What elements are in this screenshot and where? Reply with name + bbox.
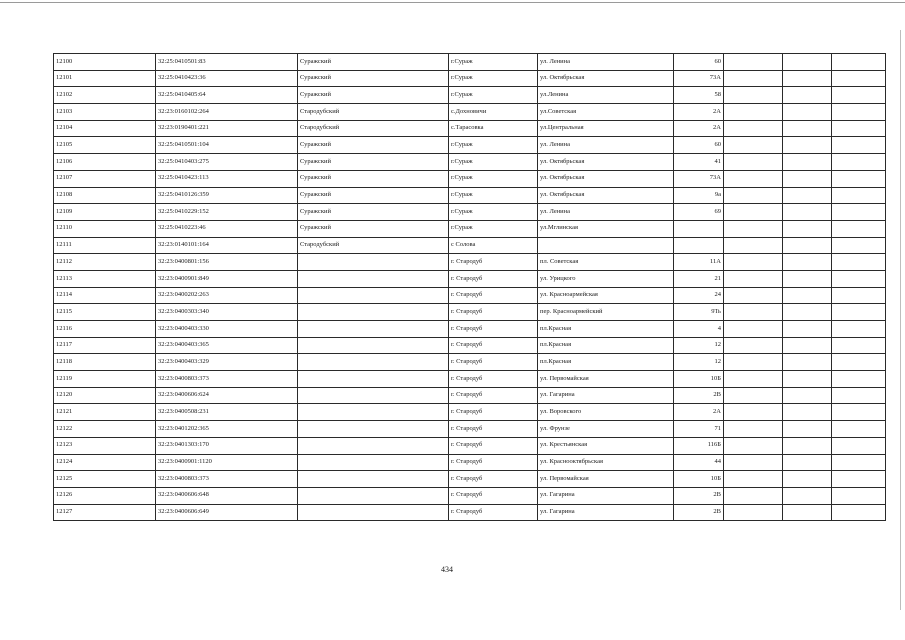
cell-district	[298, 337, 449, 354]
cell-empty	[724, 487, 783, 504]
cell-district: Суражский	[298, 70, 449, 87]
cell-empty	[832, 354, 886, 371]
cell-district: Стародубский	[298, 104, 449, 121]
page-number: 434	[441, 565, 453, 574]
cell-cadastral-number: 32:23:0400606:624	[156, 387, 298, 404]
cell-locality: с.Тарасовка	[449, 120, 538, 137]
cell-street: ул. Гагарина	[538, 487, 674, 504]
cell-empty	[832, 304, 886, 321]
cell-empty	[832, 437, 886, 454]
cell-empty	[832, 371, 886, 388]
cell-district	[298, 371, 449, 388]
cell-number: 12117	[54, 337, 156, 354]
cell-locality: г. Стародуб	[449, 471, 538, 488]
cell-house-number: 12	[674, 337, 724, 354]
cell-number: 12114	[54, 287, 156, 304]
cell-street: ул.Советская	[538, 104, 674, 121]
cell-house-number: 4	[674, 321, 724, 338]
cell-house-number: 60	[674, 137, 724, 154]
cell-number: 12101	[54, 70, 156, 87]
cell-empty	[783, 237, 832, 254]
cell-empty	[724, 504, 783, 521]
table-row	[54, 371, 886, 388]
cell-district: Суражский	[298, 137, 449, 154]
cell-street: ул. Первомайская	[538, 471, 674, 488]
cell-empty	[783, 120, 832, 137]
cell-district: Суражский	[298, 204, 449, 221]
cell-district	[298, 254, 449, 271]
cell-district	[298, 454, 449, 471]
cell-house-number: 73А	[674, 70, 724, 87]
cell-street: ул. Фрунзе	[538, 421, 674, 438]
cell-empty	[724, 237, 783, 254]
cell-empty	[783, 404, 832, 421]
cell-cadastral-number: 32:23:0160102:264	[156, 104, 298, 121]
cell-cadastral-number: 32:23:0400403:330	[156, 321, 298, 338]
cell-house-number: 11А	[674, 254, 724, 271]
cell-empty	[724, 204, 783, 221]
cell-number: 12112	[54, 254, 156, 271]
cell-locality: г. Стародуб	[449, 487, 538, 504]
cell-cadastral-number: 32:23:0400803:373	[156, 471, 298, 488]
cell-locality: г. Стародуб	[449, 321, 538, 338]
cell-house-number: 73А	[674, 170, 724, 187]
cell-number: 12111	[54, 237, 156, 254]
cell-district: Стародубский	[298, 237, 449, 254]
cell-cadastral-number: 32:25:0410405:64	[156, 87, 298, 104]
cell-locality: г. Стародуб	[449, 270, 538, 287]
cell-locality: г. Стародуб	[449, 387, 538, 404]
cell-empty	[832, 120, 886, 137]
cell-district	[298, 304, 449, 321]
cell-street: ул. Первомайская	[538, 371, 674, 388]
cell-house-number: 10Б	[674, 471, 724, 488]
cell-number: 12123	[54, 437, 156, 454]
cell-cadastral-number: 32:23:0400803:373	[156, 371, 298, 388]
cell-empty	[783, 254, 832, 271]
cell-locality: г. Стародуб	[449, 287, 538, 304]
cell-empty	[783, 287, 832, 304]
cell-empty	[832, 454, 886, 471]
table-row	[54, 504, 886, 521]
cell-house-number: 2В	[674, 504, 724, 521]
cell-empty	[783, 87, 832, 104]
cell-number: 12116	[54, 321, 156, 338]
cell-cadastral-number: 32:25:0410423:36	[156, 70, 298, 87]
table-row	[54, 404, 886, 421]
cell-locality: г.Сураж	[449, 87, 538, 104]
cell-empty	[783, 187, 832, 204]
cell-house-number: 116Б	[674, 437, 724, 454]
cell-empty	[724, 354, 783, 371]
cell-district	[298, 421, 449, 438]
cell-empty	[832, 237, 886, 254]
cell-empty	[783, 471, 832, 488]
cell-empty	[724, 321, 783, 338]
cell-empty	[724, 304, 783, 321]
cell-empty	[783, 54, 832, 71]
cell-empty	[724, 387, 783, 404]
table-row	[54, 70, 886, 87]
table-row	[54, 304, 886, 321]
cell-district	[298, 354, 449, 371]
cell-empty	[724, 471, 783, 488]
cell-district	[298, 270, 449, 287]
cell-street: ул. Крестьянская	[538, 437, 674, 454]
cell-locality: г.Сураж	[449, 170, 538, 187]
cell-locality: с Солова	[449, 237, 538, 254]
cell-empty	[783, 304, 832, 321]
cell-cadastral-number: 32:23:0400606:648	[156, 487, 298, 504]
cell-street: пл.Красная	[538, 337, 674, 354]
cell-district	[298, 404, 449, 421]
cell-empty	[724, 154, 783, 171]
cell-empty	[832, 87, 886, 104]
cell-street: ул. Ленина	[538, 54, 674, 71]
cell-locality: г.Сураж	[449, 204, 538, 221]
cell-empty	[783, 70, 832, 87]
cell-house-number: 44	[674, 454, 724, 471]
cell-cadastral-number: 32:25:0410501:83	[156, 54, 298, 71]
cell-empty	[783, 387, 832, 404]
cell-district	[298, 504, 449, 521]
cell-house-number: 71	[674, 421, 724, 438]
cell-street: пл.Красная	[538, 354, 674, 371]
cell-locality: г.Сураж	[449, 154, 538, 171]
table-row	[54, 270, 886, 287]
cell-empty	[724, 137, 783, 154]
table-row	[54, 321, 886, 338]
cell-empty	[832, 337, 886, 354]
cell-house-number: 2А	[674, 104, 724, 121]
cell-street: ул. Октябрьская	[538, 154, 674, 171]
cell-empty	[832, 404, 886, 421]
cell-locality: г.Сураж	[449, 187, 538, 204]
cell-district	[298, 487, 449, 504]
table-row	[54, 387, 886, 404]
scan-border-right	[900, 30, 901, 610]
cell-empty	[832, 321, 886, 338]
table-row	[54, 354, 886, 371]
cell-house-number: 69	[674, 204, 724, 221]
cell-house-number: 2В	[674, 487, 724, 504]
cell-street: ул. Октябрьская	[538, 70, 674, 87]
cell-empty	[724, 437, 783, 454]
cell-empty	[832, 504, 886, 521]
cell-house-number: 2А	[674, 120, 724, 137]
table-row	[54, 170, 886, 187]
cell-district	[298, 437, 449, 454]
cell-cadastral-number: 32:23:0400303:340	[156, 304, 298, 321]
cell-cadastral-number: 32:25:0410223:46	[156, 220, 298, 237]
cell-number: 12121	[54, 404, 156, 421]
cell-house-number: 60	[674, 54, 724, 71]
cell-street: ул.Мглинская	[538, 220, 674, 237]
cell-street: ул. Гагарина	[538, 504, 674, 521]
cell-street: ул. Гагарина	[538, 387, 674, 404]
cell-empty	[832, 421, 886, 438]
cell-house-number: 2В	[674, 387, 724, 404]
cell-empty	[832, 54, 886, 71]
cell-locality: г.Сураж	[449, 137, 538, 154]
cell-empty	[724, 187, 783, 204]
cell-empty	[783, 421, 832, 438]
cell-number: 12125	[54, 471, 156, 488]
cell-house-number	[674, 220, 724, 237]
cell-empty	[832, 471, 886, 488]
cell-number: 12105	[54, 137, 156, 154]
cell-cadastral-number: 32:23:0400508:231	[156, 404, 298, 421]
cell-locality: г. Стародуб	[449, 504, 538, 521]
cell-district	[298, 387, 449, 404]
cell-number: 12103	[54, 104, 156, 121]
cell-house-number: 9а	[674, 187, 724, 204]
cell-street: пл.Красная	[538, 321, 674, 338]
table-row	[54, 54, 886, 71]
cell-cadastral-number: 32:23:0400202:263	[156, 287, 298, 304]
cell-district: Суражский	[298, 187, 449, 204]
cell-street: пер. Красноармейский	[538, 304, 674, 321]
cell-house-number: 24	[674, 287, 724, 304]
cell-empty	[783, 487, 832, 504]
cell-street: пл. Советская	[538, 254, 674, 271]
cell-street	[538, 237, 674, 254]
cell-cadastral-number: 32:25:0410126:359	[156, 187, 298, 204]
cell-number: 12106	[54, 154, 156, 171]
cell-empty	[783, 154, 832, 171]
cell-cadastral-number: 32:23:0400901:1120	[156, 454, 298, 471]
cell-street: ул. Ленина	[538, 137, 674, 154]
cell-street: ул. Октябрьская	[538, 170, 674, 187]
cell-district	[298, 321, 449, 338]
register-table	[53, 53, 886, 521]
cell-district: Суражский	[298, 87, 449, 104]
table-row	[54, 454, 886, 471]
cell-locality: г.Сураж	[449, 220, 538, 237]
cell-locality: г. Стародуб	[449, 371, 538, 388]
cell-number: 12124	[54, 454, 156, 471]
cell-house-number: 10Б	[674, 371, 724, 388]
cell-empty	[724, 404, 783, 421]
cell-empty	[832, 220, 886, 237]
cell-street: ул. Воровского	[538, 404, 674, 421]
cell-number: 12113	[54, 270, 156, 287]
cell-empty	[783, 220, 832, 237]
cell-district: Суражский	[298, 54, 449, 71]
cell-cadastral-number: 32:23:0400403:329	[156, 354, 298, 371]
cell-empty	[783, 454, 832, 471]
register-table-body	[54, 54, 886, 521]
cell-locality: г.Сураж	[449, 54, 538, 71]
cell-locality: г. Стародуб	[449, 337, 538, 354]
cell-locality: г. Стародуб	[449, 404, 538, 421]
cell-district: Суражский	[298, 220, 449, 237]
cell-cadastral-number: 32:23:0190401:221	[156, 120, 298, 137]
scan-border-top	[0, 2, 905, 3]
cell-cadastral-number: 32:23:0140101:164	[156, 237, 298, 254]
cell-empty	[783, 337, 832, 354]
cell-empty	[724, 270, 783, 287]
cell-cadastral-number: 32:23:0401303:170	[156, 437, 298, 454]
cell-number: 12126	[54, 487, 156, 504]
table-row	[54, 187, 886, 204]
cell-locality: с.Дохновичи	[449, 104, 538, 121]
cell-empty	[783, 504, 832, 521]
cell-house-number: 12	[674, 354, 724, 371]
cell-empty	[832, 204, 886, 221]
cell-empty	[783, 437, 832, 454]
cell-cadastral-number: 32:25:0410229:152	[156, 204, 298, 221]
cell-empty	[724, 254, 783, 271]
cell-cadastral-number: 32:23:0400606:649	[156, 504, 298, 521]
cell-district: Суражский	[298, 170, 449, 187]
cell-empty	[783, 371, 832, 388]
table-row	[54, 487, 886, 504]
cell-empty	[724, 287, 783, 304]
cell-street: ул.Ленина	[538, 87, 674, 104]
cell-empty	[724, 170, 783, 187]
cell-district: Стародубский	[298, 120, 449, 137]
table-row	[54, 471, 886, 488]
cell-number: 12109	[54, 204, 156, 221]
cell-empty	[832, 287, 886, 304]
table-row	[54, 254, 886, 271]
cell-street: ул.Центральная	[538, 120, 674, 137]
table-row	[54, 204, 886, 221]
table-row	[54, 437, 886, 454]
cell-number: 12108	[54, 187, 156, 204]
cell-number: 12119	[54, 371, 156, 388]
table-row	[54, 154, 886, 171]
cell-empty	[724, 54, 783, 71]
cell-cadastral-number: 32:23:0401202:365	[156, 421, 298, 438]
cell-empty	[832, 487, 886, 504]
cell-number: 12110	[54, 220, 156, 237]
cell-house-number	[674, 237, 724, 254]
cell-house-number: 41	[674, 154, 724, 171]
cell-house-number: 2А	[674, 404, 724, 421]
cell-locality: г. Стародуб	[449, 254, 538, 271]
table-row	[54, 104, 886, 121]
cell-district: Суражский	[298, 154, 449, 171]
cell-cadastral-number: 32:23:0400901:849	[156, 270, 298, 287]
cell-street: ул. Краснооктябрьская	[538, 454, 674, 471]
cell-cadastral-number: 32:23:0400403:365	[156, 337, 298, 354]
cell-empty	[832, 254, 886, 271]
cell-number: 12102	[54, 87, 156, 104]
table-row	[54, 421, 886, 438]
table-row	[54, 120, 886, 137]
cell-cadastral-number: 32:25:0410403:275	[156, 154, 298, 171]
table-row	[54, 287, 886, 304]
table-row	[54, 87, 886, 104]
cell-number: 12104	[54, 120, 156, 137]
cell-empty	[724, 70, 783, 87]
cell-empty	[783, 204, 832, 221]
cell-cadastral-number: 32:23:0400801:156	[156, 254, 298, 271]
cell-house-number: 9Ть	[674, 304, 724, 321]
table-row	[54, 137, 886, 154]
cell-empty	[724, 104, 783, 121]
cell-empty	[724, 120, 783, 137]
cell-house-number: 58	[674, 87, 724, 104]
cell-empty	[832, 137, 886, 154]
cell-empty	[783, 137, 832, 154]
cell-street: ул. Ленина	[538, 204, 674, 221]
cell-empty	[783, 270, 832, 287]
cell-locality: г. Стародуб	[449, 437, 538, 454]
cell-empty	[832, 387, 886, 404]
cell-street: ул. Октябрьская	[538, 187, 674, 204]
cell-empty	[832, 70, 886, 87]
cell-empty	[724, 421, 783, 438]
cell-empty	[724, 220, 783, 237]
cell-number: 12127	[54, 504, 156, 521]
cell-number: 12120	[54, 387, 156, 404]
cell-locality: г. Стародуб	[449, 454, 538, 471]
cell-district	[298, 471, 449, 488]
cell-empty	[724, 371, 783, 388]
cell-empty	[783, 354, 832, 371]
cell-street: ул. Красноармейская	[538, 287, 674, 304]
cell-number: 12118	[54, 354, 156, 371]
cell-number: 12100	[54, 54, 156, 71]
cell-empty	[832, 104, 886, 121]
cell-locality: г.Сураж	[449, 70, 538, 87]
cell-empty	[724, 337, 783, 354]
cell-empty	[832, 187, 886, 204]
cell-empty	[724, 87, 783, 104]
cell-empty	[832, 270, 886, 287]
cell-empty	[724, 454, 783, 471]
cell-empty	[832, 154, 886, 171]
cell-empty	[783, 170, 832, 187]
cell-street: ул. Урицкого	[538, 270, 674, 287]
cell-cadastral-number: 32:25:0410501:104	[156, 137, 298, 154]
cell-locality: г. Стародуб	[449, 421, 538, 438]
cell-empty	[783, 104, 832, 121]
cell-number: 12107	[54, 170, 156, 187]
cell-cadastral-number: 32:25:0410423:113	[156, 170, 298, 187]
cell-number: 12122	[54, 421, 156, 438]
table-row	[54, 220, 886, 237]
cell-locality: г. Стародуб	[449, 304, 538, 321]
table-row	[54, 237, 886, 254]
cell-empty	[832, 170, 886, 187]
cell-house-number: 21	[674, 270, 724, 287]
cell-empty	[783, 321, 832, 338]
cell-locality: г. Стародуб	[449, 354, 538, 371]
cell-number: 12115	[54, 304, 156, 321]
cell-district	[298, 287, 449, 304]
table-row	[54, 337, 886, 354]
